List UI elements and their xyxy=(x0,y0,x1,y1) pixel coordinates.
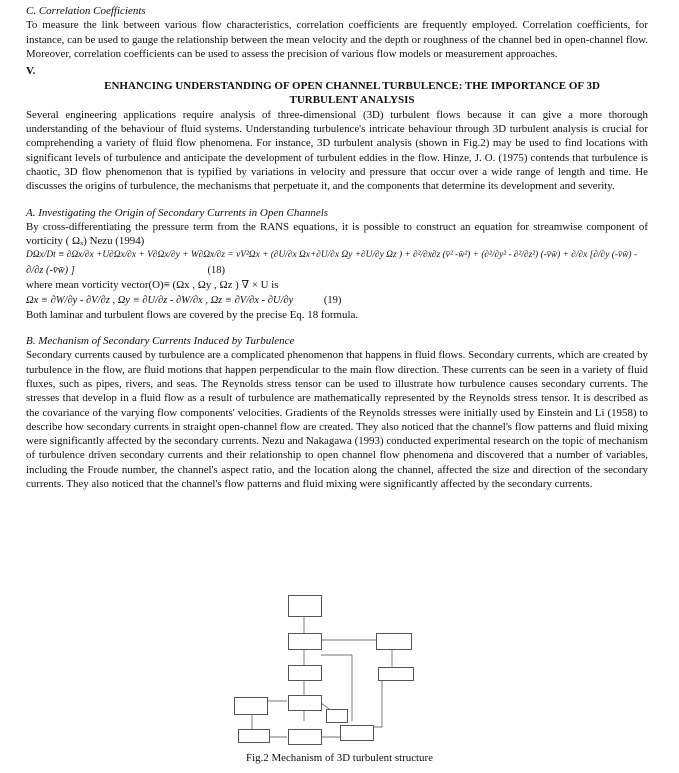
equation-19 xyxy=(26,293,648,308)
equation-18-line-2-text: ∂/∂z (-v̄w̄) ] xyxy=(26,265,75,277)
diagram-node-wall-shear xyxy=(340,725,374,741)
section-v-body: Several engineering applications require analysis of three-dimensional (3D) turbulent flows because it can give a more thorough understanding of the behaviour of fluid systems. Understanding turbulence's intricate behaviour through 3D turbulent analysis is crucial for comprehending a variety of fluid flow phenomena. For instance, 3D turbulent analysis (shown in Fig.2) may be used to find locations with significant levels of turbulence and anticipate the development of turbulent eddies in the flow. Hinze, J. O. (1975) contends that turbulence is chaotic, 3D flow phenomenon that is typified by variations in velocity and pressure that occur over a wide range of length and time. He discusses the origins of turbulence, the mechanisms that perpetuate it, and the components that determine its development and severity. xyxy=(26,108,648,193)
diagram-node-anisotropy xyxy=(288,729,322,745)
section-v-heading: ENHANCING UNDERSTANDING OF OPEN CHANNEL TURBULENCE: THE IMPORTANCE OF 3D TURBULENT ANALYSIS xyxy=(104,80,600,107)
section-a-closing: Both laminar and turbulent flows are covered by the precise Eq. 18 formula. xyxy=(26,308,359,321)
diagram-node-secondary-current-patterns xyxy=(234,697,268,715)
section-b-body: Secondary currents caused by turbulence are a complicated phenomenon that happens in fluid flows. Secondary currents, which are created by turbulence in the flow, are fluid motions that happen perpendicular to the main flow direction. These currents can be seen in a variety of fluid fluxes, such as pipes, rivers, and seas. The Reynolds stress tensor can be used to illustrate how turbulence causes secondary currents. The stresses that develop in a fluid flow as a result of turbulence are mathematically represented by the Reynolds stress tensor. It is described as the covariance of the varying flow components' velocities. Gradients of the Reynolds stresses were initially used by Einstein and Li (1958) to describe how secondary currents in straight open-channel flow are created. They also noticed that the channel's flow patterns and fluid mixing were significantly affected by the secondary currents. Nezu and Nakagawa (1993) conducted experimental research on the topic of mechanism of turbulence driven secondary currents and their relationship to open channel flow phenomena and discovered that a number of variables, including the Froude number, the channel's aspect ratio, and the location along the channel, affected the size and direction of the secondary currents. They also noticed that the channel's flow patterns and fluid mixing were significantly affected by the secondary currents. xyxy=(26,349,648,491)
section-v-heading-block xyxy=(26,61,648,108)
diagram-node-top xyxy=(288,595,322,617)
section-a-heading: A. Investigating the Origin of Secondary Currents in Open Channels xyxy=(26,206,329,219)
equation-18-line-2 xyxy=(26,263,648,278)
vorticity-definition: where mean vorticity vector(O)≡ (Ωx , Ωy , Ωz ) ∇ × U is xyxy=(26,279,279,292)
figure-2-diagram xyxy=(232,593,450,745)
figure-2-caption: Fig.2 Mechanism of 3D turbulent structure xyxy=(246,752,433,764)
diagram-node-reynolds-stress xyxy=(288,695,322,711)
equation-19-number: (19) xyxy=(323,294,342,306)
section-a-body: By cross-differentiating the pressure term from the RANS equations, it is possible to construct an equation for streamwise component of vorticity ( Ωₓ) Nezu (1994) xyxy=(26,220,648,248)
diagram-node-secondary-currents xyxy=(288,633,322,650)
diagram-node-boundary-properties xyxy=(326,709,348,723)
diagram-node-primary-flow-gradient xyxy=(378,667,414,681)
equation-18-line-1: DΩx/Dt ≡ ∂Ωx/∂x +U∂Ωx/∂x + V∂Ωx/∂y + W∂Ωx/∂z = νV²Ωx + (∂U/∂x Ωx+∂U/∂x Ωy +∂U/∂y Ωz ) + ∂²/∂x∂z (v̄² -w̄²) + (∂²/∂y² - ∂²/∂z²) (-v̄w̄) + ∂/∂x [∂/∂y (-v̄w̄) - xyxy=(26,250,637,261)
diagram-node-streamwise-vorticity xyxy=(288,665,322,681)
section-b-heading: B. Mechanism of Secondary Currents Induced by Turbulence xyxy=(26,335,295,348)
section-c-body: To measure the link between various flow characteristics, correlation coefficients are frequently employed. Correlation coefficients, for instance, can be used to gauge the relationship between the mean velocity and the depth or roughness of the channel bed in open-channel flow. Moreover, correlation coefficients can be used to assess the precision of various flow models or measurement approaches. xyxy=(26,19,648,60)
paper-page xyxy=(26,4,648,491)
equation-18-number: (18) xyxy=(207,265,225,277)
section-v-number: V. xyxy=(26,65,36,78)
equation-19-text: Ωx ≡ ∂W/∂y - ∂V/∂z , Ωy ≡ ∂U/∂z - ∂W/∂x , Ωz ≡ ∂V/∂x - ∂U/∂y xyxy=(26,294,294,306)
section-c-heading: C. Correlation Coefficients xyxy=(26,5,146,17)
diagram-node-channel-geometry xyxy=(238,729,270,743)
diagram-node-primary-shear xyxy=(376,633,412,650)
